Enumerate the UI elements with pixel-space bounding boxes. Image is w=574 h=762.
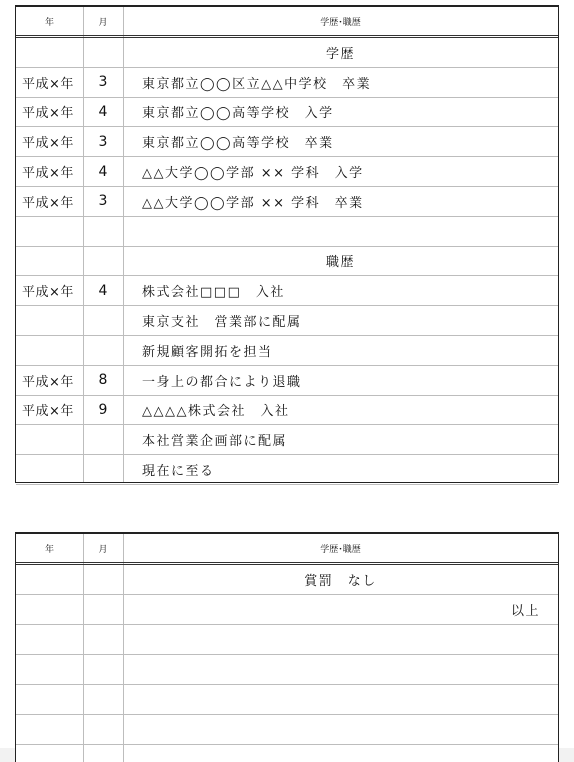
table-row (16, 98, 558, 128)
detail-cell: 賞罰 なし (304, 574, 377, 589)
year-cell: 平成×年 (22, 136, 74, 152)
year-cell: 平成×年 (22, 195, 74, 211)
table-row (16, 306, 558, 336)
table-row (16, 595, 558, 625)
detail-cell: 一身上の都合により退職 (142, 374, 302, 390)
month-cell (83, 217, 123, 246)
year-cell: 平成×年 (22, 374, 74, 390)
detail-cell: 職歴 (325, 255, 355, 271)
month-cell: 4 (98, 103, 108, 120)
year-cell (16, 38, 83, 67)
year-cell (16, 625, 83, 654)
detail-cell: △△大学◯◯学部 ×× 学科 卒業 (142, 195, 364, 211)
year-cell: 平成×年 (22, 166, 74, 182)
year-cell (16, 425, 83, 454)
detail-cell: 東京都立◯◯区立△△中学校 卒業 (142, 76, 372, 92)
detail-cell: 本社営業企画部に配属 (142, 434, 288, 450)
month-cell (83, 455, 123, 484)
detail-cell (123, 685, 558, 714)
detail-cell: 学歴 (325, 46, 355, 62)
detail-cell: △△△△株式会社 入社 (142, 404, 290, 420)
table-row (16, 127, 558, 157)
month-cell: 3 (98, 74, 108, 91)
table-row (16, 625, 558, 655)
table-row (16, 157, 558, 187)
table-row (16, 366, 558, 396)
table-row (16, 247, 558, 277)
header-year: 年 (44, 17, 54, 28)
detail-cell (123, 655, 558, 684)
month-cell: 3 (98, 133, 108, 150)
month-cell (83, 625, 123, 654)
detail-cell (123, 217, 558, 246)
header-month: 月 (98, 17, 108, 28)
table-row (16, 217, 558, 247)
detail-cell: △△大学◯◯学部 ×× 学科 入学 (142, 166, 364, 182)
detail-cell: 東京支社 営業部に配属 (142, 315, 302, 331)
table-row (16, 396, 558, 426)
table-row (16, 685, 558, 715)
month-cell: 4 (98, 282, 108, 299)
year-cell (16, 565, 83, 594)
table-row (16, 336, 558, 366)
header-detail: 学歴･職歴 (320, 17, 361, 28)
year-cell (16, 655, 83, 684)
table-row (16, 715, 558, 745)
table-row (16, 276, 558, 306)
year-cell (16, 685, 83, 714)
month-cell: 8 (98, 372, 108, 389)
month-cell: 4 (98, 163, 108, 180)
year-cell (16, 336, 83, 365)
table-row (16, 565, 558, 595)
month-cell (83, 685, 123, 714)
table-row (16, 655, 558, 685)
month-cell: 3 (98, 193, 108, 210)
year-cell (16, 306, 83, 335)
table-row (16, 38, 558, 68)
table-row (16, 425, 558, 455)
year-cell (16, 217, 83, 246)
year-cell: 平成×年 (22, 404, 74, 420)
month-cell (83, 715, 123, 744)
year-cell (16, 595, 83, 624)
detail-cell: 東京都立◯◯高等学校 卒業 (142, 136, 334, 152)
detail-cell (123, 625, 558, 654)
month-cell (83, 306, 123, 335)
year-cell (16, 455, 83, 484)
month-cell (83, 595, 123, 624)
table-header-row (16, 534, 558, 565)
year-cell (16, 247, 83, 276)
detail-cell: 株式会社□□□ 入社 (142, 285, 285, 301)
year-cell (16, 715, 83, 744)
awards-table (15, 532, 559, 762)
year-cell: 平成×年 (22, 76, 74, 92)
header-year: 年 (44, 544, 54, 555)
detail-cell: 以上 (510, 604, 540, 619)
education-career-table (15, 5, 559, 483)
year-cell: 平成×年 (22, 106, 74, 122)
month-cell (83, 655, 123, 684)
table-row (16, 455, 558, 485)
header-detail: 学歴･職歴 (320, 544, 361, 555)
month-cell (83, 336, 123, 365)
detail-cell: 新規顧客開拓を担当 (142, 344, 273, 360)
month-cell (83, 38, 123, 67)
detail-cell (123, 715, 558, 744)
table-row (16, 187, 558, 217)
month-cell: 9 (98, 401, 108, 418)
table-row (16, 68, 558, 98)
detail-cell: 東京都立◯◯高等学校 入学 (142, 106, 334, 122)
year-cell: 平成×年 (22, 285, 74, 301)
month-cell (83, 565, 123, 594)
month-cell (83, 425, 123, 454)
month-cell (83, 247, 123, 276)
table-header-row (16, 7, 558, 38)
header-month: 月 (98, 544, 108, 555)
detail-cell: 現在に至る (142, 464, 215, 480)
